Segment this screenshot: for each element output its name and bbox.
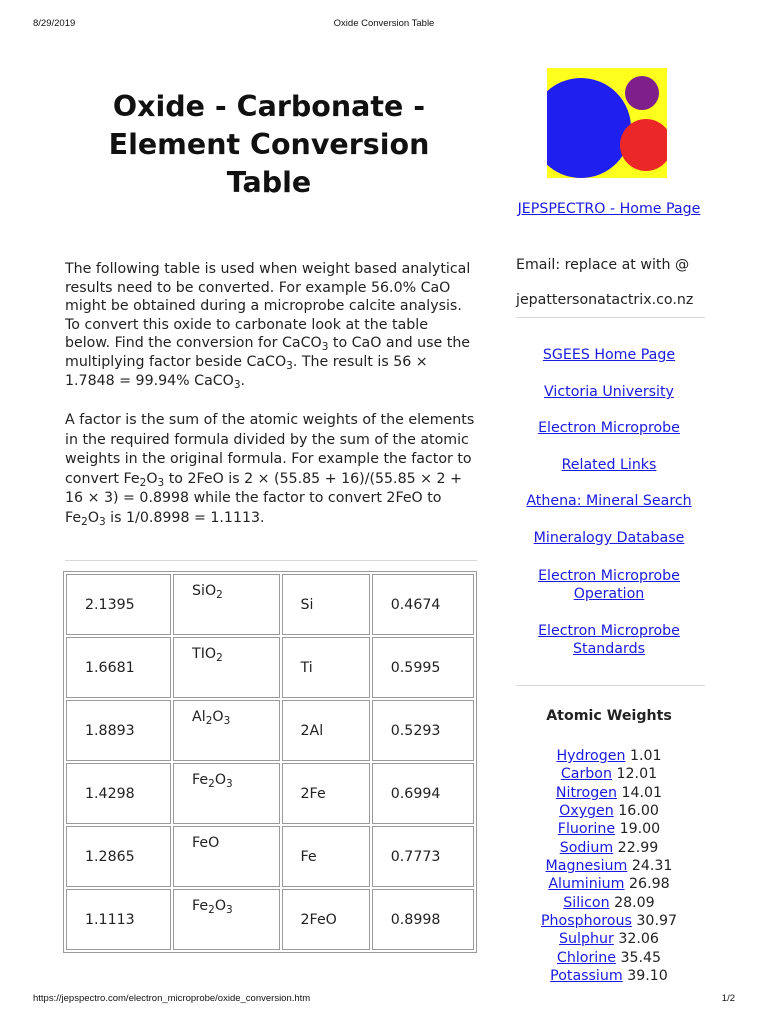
- atomic-weight-item: [511, 894, 707, 912]
- result-cell: 2Al: [282, 700, 370, 761]
- atomic-weights-list: [511, 747, 707, 985]
- atomic-weights-heading: Atomic Weights: [546, 708, 672, 724]
- intro-paragraph: The following table is used when weight based analytical results need to be converted. For example 56.0% CaO might be obtained during a microprobe calcite analysis. To convert this oxide to carbonate look at the table below. Find the conversion for CaCO$_3$ to CaO and use the multiplying factor beside CaCO$_3$. The result is 56 × 1.7848 = 99.94% CaCO$_3$.: [65, 261, 471, 391]
- atomic-weight-item: [511, 967, 707, 985]
- element-link[interactable]: Fluorine: [557, 821, 616, 838]
- element-weight: 1.01: [629, 748, 662, 764]
- sidebar-divider: [516, 317, 705, 318]
- table-row: [66, 700, 474, 761]
- email-address: jepattersonatactrix.co.nz: [516, 292, 694, 308]
- page-title: Oxide - Carbonate - Element Conversion Table: [108, 90, 430, 199]
- table-row: [66, 574, 474, 635]
- jepspectro-logo[interactable]: [547, 68, 667, 178]
- element-weight: 26.98: [629, 876, 670, 893]
- result-cell: Si: [282, 574, 370, 635]
- factor-cell: 1.6681: [66, 637, 171, 698]
- sidebar-link-electron-microprobe[interactable]: Electron Microprobe: [538, 420, 680, 436]
- sidebar-link-athena[interactable]: Athena: Mineral Search: [526, 493, 692, 509]
- formula-cell: $Fe_2O_3$: [173, 763, 279, 824]
- element-link[interactable]: Potassium: [550, 968, 623, 985]
- element-weight: 16.00: [618, 803, 659, 820]
- email-label: Email: replace at with @: [516, 257, 690, 273]
- sidebar-link-victoria-university[interactable]: Victoria University: [544, 384, 674, 400]
- result-cell: 2Fe: [282, 763, 370, 824]
- home-page-link[interactable]: JEPSPECTRO - Home Page: [517, 201, 701, 217]
- table-row: [66, 637, 474, 698]
- atomic-weight-item: [511, 820, 707, 838]
- element-weight: 14.01: [621, 784, 663, 801]
- inverse-cell: 0.7773: [372, 826, 474, 887]
- inverse-cell: 0.4674: [372, 574, 474, 635]
- result-cell: Fe: [282, 826, 370, 887]
- inverse-cell: 0.5995: [372, 637, 474, 698]
- print-header: [0, 18, 768, 32]
- atomic-weight-item: [511, 839, 707, 857]
- element-link[interactable]: Oxygen: [559, 803, 614, 820]
- factor-cell: 1.8893: [66, 700, 171, 761]
- atomic-weight-item: [511, 784, 707, 802]
- atomic-weight-item: [511, 747, 707, 765]
- atomic-weight-item: [511, 857, 707, 875]
- factor-paragraph: A factor is the sum of the atomic weights of the elements in the required formula divided by the sum of the atomic weights in the original formula. For example the factor to convert $Fe_2O_3$ to 2FeO is 2 × (55.85 + 16)/(55.85 × 2 + 16 × 3) = 0.8998 while the factor to convert 2FeO to $Fe_2O_3$ is 1/0.8998 = 1.1113.: [65, 412, 475, 528]
- inverse-cell: 0.6994: [372, 763, 474, 824]
- table-row: [66, 826, 474, 887]
- table-row: [66, 889, 474, 950]
- formula-cell: FeO: [173, 826, 279, 887]
- element-link[interactable]: Nitrogen: [555, 784, 617, 801]
- result-cell: Ti: [282, 637, 370, 698]
- content-divider: [65, 560, 477, 561]
- inverse-cell: 0.5293: [372, 700, 474, 761]
- atomic-weight-item: [511, 765, 707, 783]
- element-weight: 35.45: [620, 949, 662, 966]
- result-cell: 2FeO: [282, 889, 370, 950]
- print-url: https://jepspectro.com/electron_microprobe/oxide_conversion.htm: [33, 993, 311, 1004]
- factor-cell: 1.4298: [66, 763, 171, 824]
- print-date: 8/29/2019: [33, 18, 76, 29]
- formula-cell: $Fe_2O_3$: [173, 889, 279, 950]
- sidebar-link-microprobe-operation[interactable]: Electron Microprobe Operation: [538, 568, 680, 603]
- print-page-title: Oxide Conversion Table: [333, 18, 435, 29]
- sidebar-link-mineralogy-database[interactable]: Mineralogy Database: [533, 530, 685, 546]
- element-weight: 28.09: [614, 894, 655, 911]
- formula-cell: $TIO_2$: [173, 637, 279, 698]
- element-weight: 22.99: [617, 839, 659, 856]
- formula-cell: SiO$_2$: [173, 574, 279, 635]
- factor-cell: 2.1395: [66, 574, 171, 635]
- formula-cell: $Al_2O_3$: [173, 700, 279, 761]
- logo-graphic: [547, 68, 667, 178]
- atomic-weight-item: [511, 930, 707, 948]
- inverse-cell: 0.8998: [372, 889, 474, 950]
- element-weight: 39.10: [627, 968, 668, 985]
- conversion-table-body: [66, 574, 474, 950]
- atomic-weight-item: [511, 875, 707, 893]
- element-link[interactable]: Silicon: [563, 894, 610, 911]
- element-link[interactable]: Magnesium: [545, 858, 628, 875]
- table-row: [66, 763, 474, 824]
- atomic-weight-item: [511, 912, 707, 930]
- element-link[interactable]: Sulphur: [559, 931, 614, 948]
- element-link[interactable]: Hydrogen: [556, 748, 626, 764]
- factor-cell: 1.2865: [66, 826, 171, 887]
- sidebar-link-microprobe-standards[interactable]: Electron Microprobe Standards: [538, 623, 680, 658]
- element-link[interactable]: Phosphorous: [540, 913, 632, 930]
- sidebar-link-sgees[interactable]: SGEES Home Page: [542, 347, 676, 363]
- element-link[interactable]: Carbon: [560, 766, 612, 783]
- element-weight: 32.06: [618, 931, 659, 948]
- conversion-table: [63, 571, 477, 953]
- element-link[interactable]: Chlorine: [556, 949, 616, 966]
- element-weight: 19.00: [619, 821, 661, 838]
- atomic-weight-item: [511, 802, 707, 820]
- element-weight: 12.01: [616, 766, 658, 783]
- logo-blue-circle: [547, 78, 631, 178]
- factor-cell: 1.1113: [66, 889, 171, 950]
- sidebar-link-related-links[interactable]: Related Links: [561, 457, 657, 473]
- element-weight: 24.31: [631, 858, 673, 875]
- element-weight: 30.97: [636, 913, 678, 930]
- element-link[interactable]: Aluminium: [548, 876, 625, 893]
- logo-purple-circle: [625, 76, 659, 110]
- sidebar-divider-2: [516, 685, 705, 686]
- element-link[interactable]: Sodium: [559, 839, 614, 856]
- print-page-number: 1/2: [721, 993, 735, 1004]
- atomic-weight-item: [511, 949, 707, 967]
